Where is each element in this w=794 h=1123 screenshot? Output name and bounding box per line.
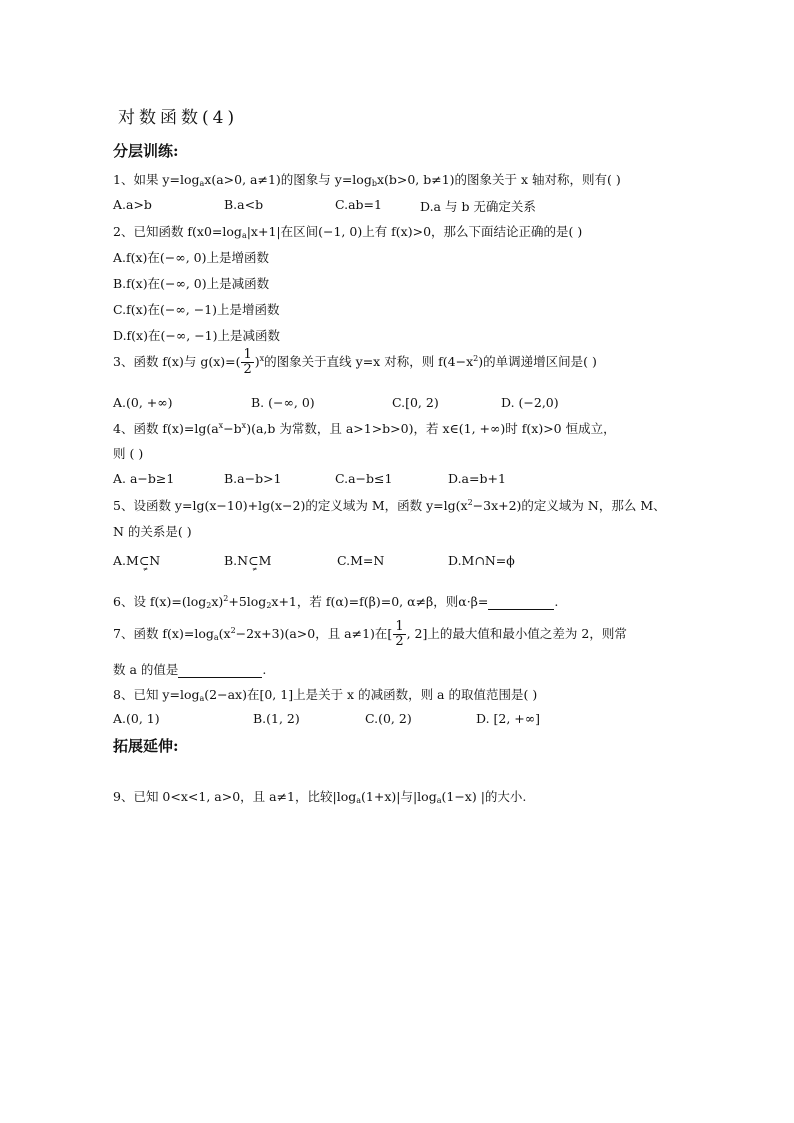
option-b: B.a−b>1 xyxy=(224,471,282,486)
question-5-line-2: N 的关系是( ) xyxy=(113,524,192,539)
fraction: $\frac{1}{2}$ xyxy=(395,619,404,649)
option-c: C.ab=1 xyxy=(335,197,382,212)
option-a: A.(0, +∞) xyxy=(113,395,173,410)
option-d: D. (−2,0) xyxy=(501,395,559,410)
question-2-option-d: D.f(x)在(−∞, −1)上是减函数 xyxy=(113,328,280,343)
option-a: A.M⊂ ≠ N xyxy=(113,553,161,573)
question-7-line-2: 数 a 的值是 . xyxy=(113,662,267,677)
option-b: B.a<b xyxy=(224,197,264,212)
answer-blank[interactable] xyxy=(178,665,262,678)
question-6: 6、设 $f(x)=(\log_2x)^2+5\log_2x+1$，若 f(α)=f(β)=0, α≠β，则α·β= . xyxy=(113,594,559,610)
section-heading-layered-training: 分层训练: xyxy=(113,142,179,160)
question-4-line-2: 则 ( ) xyxy=(113,446,144,461)
page-title: 对数函数(4) xyxy=(118,108,239,128)
proper-subset-symbol: ⊂ ≠ xyxy=(138,553,150,573)
section-heading-extension: 拓展延伸: xyxy=(113,737,179,755)
question-5: 5、设函数 y=lg(x−10)+lg(x−2)的定义域为 M，函数 $y=\lg(x^2-3x+2)$的定义域为 N，那么 M、 xyxy=(113,498,666,513)
option-c: C.a−b≤1 xyxy=(335,471,393,486)
question-4: 4、函数 $f(x)=\lg(a^x-b^x)(a,b$ 为常数，且 a>1>b>0)，若 x∈(1, +∞)时 f(x)>0 恒成立， xyxy=(113,421,616,436)
option-d: D.a 与 b 无确定关系 xyxy=(420,199,536,214)
question-2: 2、已知函数 $f(x0=\log_a|x+1|$在区间(−1, 0)上有 f(x)>0，那么下面结论正确的是( ) xyxy=(113,224,583,240)
option-c: C.(0, 2) xyxy=(365,711,412,726)
question-9: 9、已知 0<x<1, a>0，且 a≠1，比较$|\log_a(1+x)|$与$|\log_a(1-x)$ |的大小. xyxy=(113,789,527,805)
option-d: D. [2, +∞] xyxy=(476,711,541,726)
option-b: B. (−∞, 0) xyxy=(251,395,315,410)
question-2-option-c: C.f(x)在(−∞, −1)上是增函数 xyxy=(113,302,280,317)
option-d: D.a=b+1 xyxy=(448,471,506,486)
option-b: B.N⊂ ≠ M xyxy=(224,553,272,573)
option-d: D.M∩N=ϕ xyxy=(448,553,515,568)
answer-blank[interactable] xyxy=(488,597,554,610)
option-a: A.a>b xyxy=(113,197,152,212)
option-c: C.[0, 2) xyxy=(392,395,439,410)
question-7: 7、函数 $f(x)=\log_a(x^2-2x+3)(a>0$，且 a≠1)在[ $\frac{1}{2}$ , 2]上的最大值和最小值之差为 2，则常 xyxy=(113,619,627,649)
option-c: C.M=N xyxy=(337,553,385,568)
question-1: 1、如果 $y=\log_ax(a>0$, a≠1)的图象与 $y=\log_bx(b>0$, b≠1)的图象关于 x 轴对称，则有( ) xyxy=(113,172,621,188)
option-a: A.(0, 1) xyxy=(113,711,160,726)
question-2-option-a: A.f(x)在(−∞, 0)上是增函数 xyxy=(113,250,269,265)
option-b: B.(1, 2) xyxy=(253,711,300,726)
option-a: A. a−b≥1 xyxy=(113,471,175,486)
proper-subset-symbol: ⊂ ≠ xyxy=(248,553,259,573)
question-3: 3、函数 f(x)与 g(x)=( $\frac{1}{2}$ )$^x$的图象关于直线 y=x 对称，则 $f(4-x^2)$的单调递增区间是( ) xyxy=(113,347,597,377)
fraction: $\frac{1}{2}$ xyxy=(243,347,252,377)
question-8: 8、已知 $y=\log_a(2-ax)$在[0, 1]上是关于 x 的减函数，则 a 的取值范围是( ) xyxy=(113,687,538,703)
question-2-option-b: B.f(x)在(−∞, 0)上是减函数 xyxy=(113,276,270,291)
